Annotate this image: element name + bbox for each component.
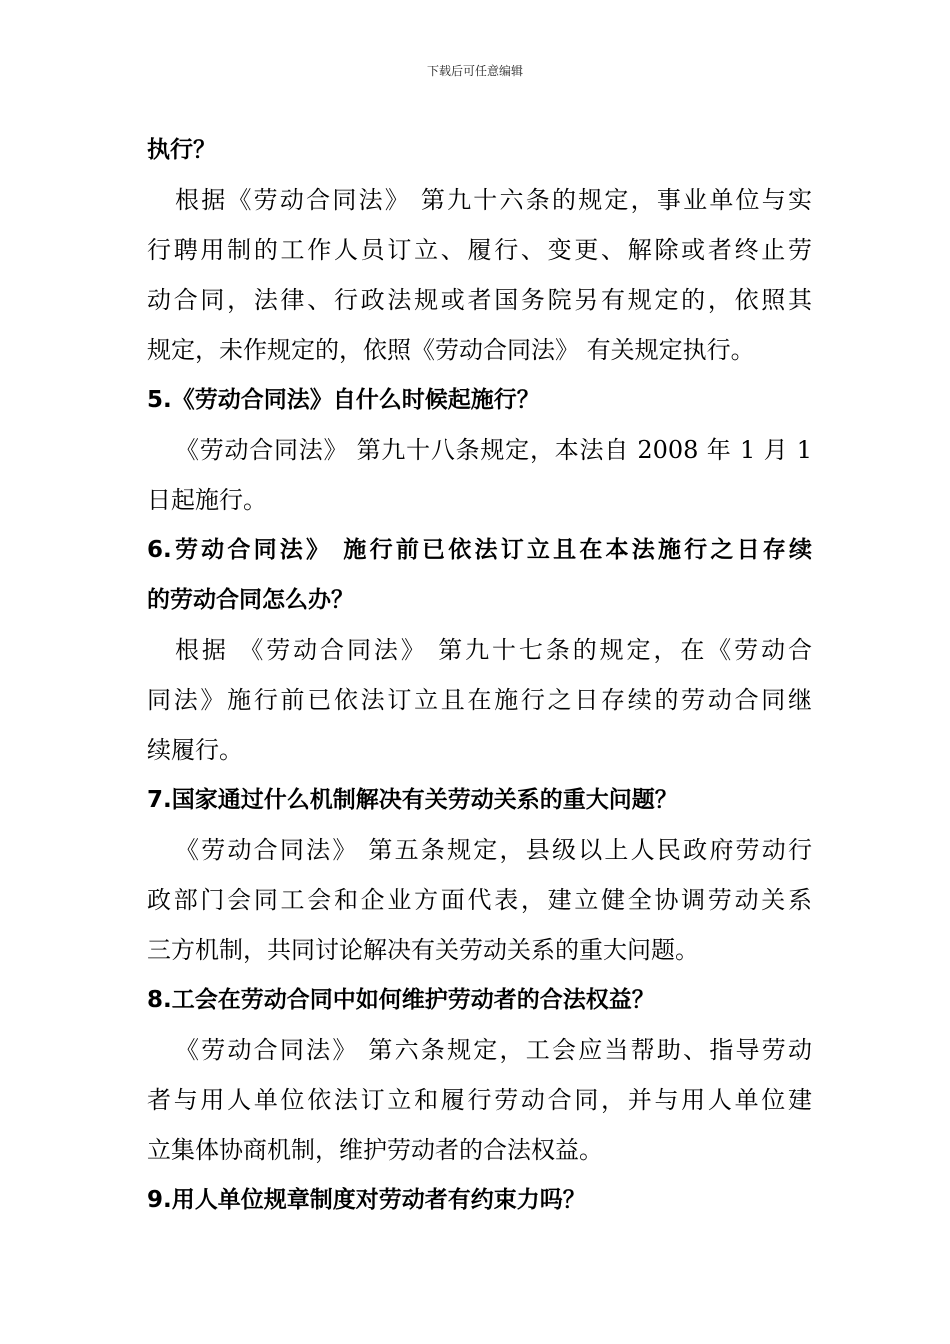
paragraph-line: 同法》施行前已依法订立且在施行之日存续的劳动合同继 — [147, 686, 812, 714]
question-heading-line: 的劳动合同怎么办？ — [147, 587, 354, 613]
paragraph-line: 者与用人单位依法订立和履行劳动合同，并与用人单位建 — [147, 1086, 812, 1114]
paragraph-line: 续履行。 — [147, 736, 243, 764]
question-heading-line: 8.工会在劳动合同中如何维护劳动者的合法权益？ — [147, 987, 655, 1013]
paragraph-line: 三方机制，共同讨论解决有关劳动关系的重大问题。 — [147, 936, 699, 964]
paragraph-line: 《劳动合同法》 第九十八条规定，本法自 2008 年 1 月 1 — [175, 436, 812, 464]
page-header: 下载后可任意编辑 — [426, 64, 523, 78]
paragraph-line: 根据《劳动合同法》 第九十六条的规定，事业单位与实 — [175, 186, 812, 214]
question-heading-line: 执行？ — [147, 137, 216, 163]
paragraph-line: 行聘用制的工作人员订立、履行、变更、解除或者终止劳 — [147, 236, 812, 264]
question-heading-line: 5.《劳动合同法》自什么时候起施行？ — [147, 387, 540, 413]
paragraph-line: 政部门会同工会和企业方面代表，建立健全协调劳动关系 — [147, 886, 812, 914]
paragraph-line: 《劳动合同法》 第五条规定，县级以上人民政府劳动行 — [175, 836, 812, 864]
question-heading-line: 9.用人单位规章制度对劳动者有约束力吗？ — [147, 1187, 586, 1213]
paragraph-line: 日起施行。 — [147, 486, 267, 514]
document-body — [147, 125, 812, 1225]
paragraph-line: 规定，未作规定的，依照《劳动合同法》 有关规定执行。 — [147, 336, 755, 364]
question-heading-line: 7.国家通过什么机制解决有关劳动关系的重大问题？ — [147, 787, 678, 813]
paragraph-line: 根据 《劳动合同法》 第九十七条的规定，在《劳动合 — [175, 636, 812, 664]
question-heading-line: 6.劳动合同法》 施行前已依法订立且在本法施行之日存续 — [147, 537, 812, 563]
paragraph-line: 立集体协商机制，维护劳动者的合法权益。 — [147, 1136, 603, 1164]
paragraph-line: 动合同，法律、行政法规或者国务院另有规定的，依照其 — [147, 286, 812, 314]
paragraph-line: 《劳动合同法》 第六条规定，工会应当帮助、指导劳动 — [175, 1036, 812, 1064]
